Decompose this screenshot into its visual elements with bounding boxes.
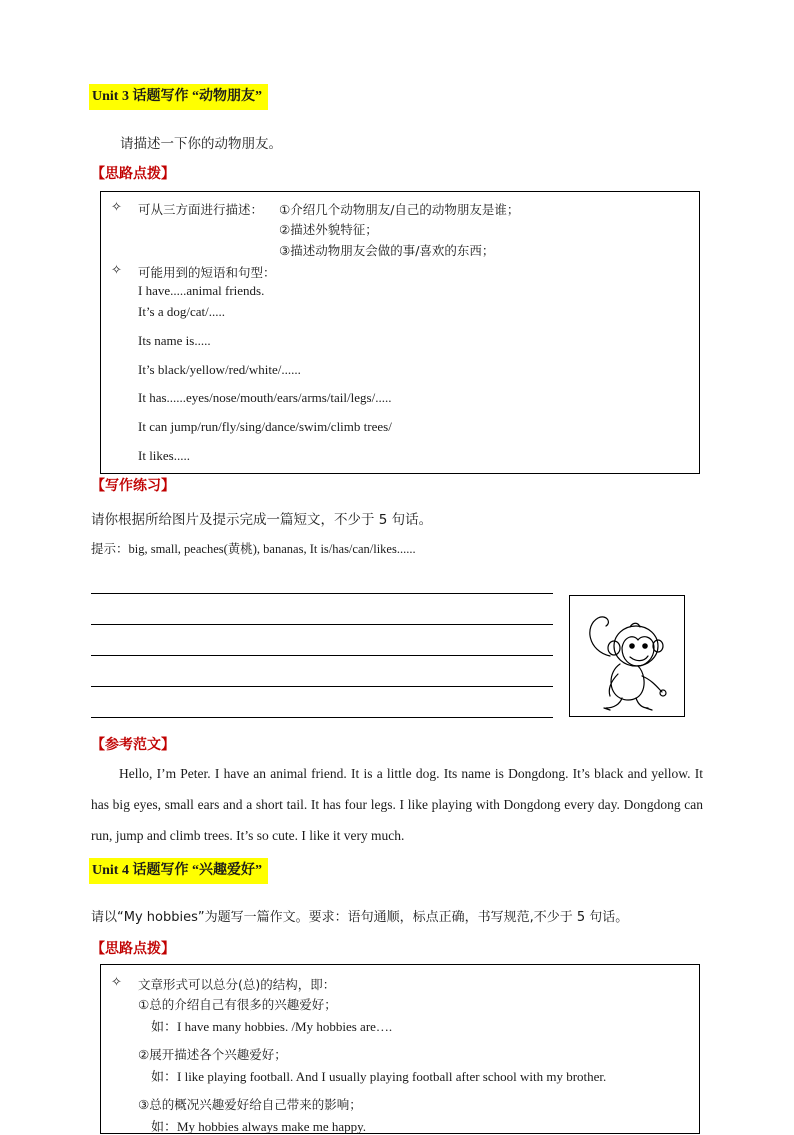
unit4-example: 如：My hobbies always make me happy. — [151, 1119, 367, 1134]
tips-point1-item: ①介绍几个动物朋友/自己的动物朋友是谁； — [279, 202, 520, 217]
diamond-bullet-icon: ✧ — [111, 263, 122, 278]
phrase-line: It likes..... — [138, 448, 190, 463]
writing-line[interactable] — [91, 655, 553, 656]
unit3-practice-heading: 【写作练习】 — [91, 479, 175, 494]
unit3-title: Unit 3 话题写作 “动物朋友” — [89, 84, 268, 110]
unit4-tips-box — [100, 964, 700, 1134]
practice-hint: 提示：big, small, peaches(黄桃), bananas, It is/has/can/likes...... — [91, 542, 416, 556]
phrase-line: It’s a dog/cat/..... — [138, 304, 226, 319]
unit4-example: 如：I have many hobbies. /My hobbies are…. — [151, 1019, 393, 1034]
tips-point2-lead: 可能用到的短语和句型： — [138, 265, 276, 280]
unit4-tips-heading: 【思路点拨】 — [91, 942, 175, 957]
tips-point1-lead: 可从三方面进行描述： — [138, 202, 264, 217]
diamond-bullet-icon: ✧ — [111, 975, 122, 990]
unit4-step: ①总的介绍自己有很多的兴趣爱好； — [138, 997, 337, 1012]
phrase-line: Its name is..... — [138, 333, 211, 348]
practice-instruction: 请你根据所给图片及提示完成一篇短文，不少于 5 句话。 — [91, 512, 433, 528]
unit3-sample-heading: 【参考范文】 — [91, 738, 175, 753]
writing-line[interactable] — [91, 717, 553, 718]
tips-point1-item: ②描述外貌特征； — [279, 222, 378, 237]
phrase-line: It can jump/run/fly/sing/dance/swim/climb trees/ — [138, 419, 392, 434]
unit4-prompt: 请以“My hobbies”为题写一篇作文。要求：语句通顺，标点正确，书写规范,不少于 5 句话。 — [91, 910, 629, 925]
unit4-example: 如：I like playing football. And I usually playing football after school with my brother. — [151, 1069, 607, 1084]
phrase-line: It has......eyes/nose/mouth/ears/arms/tail/legs/..... — [138, 390, 392, 405]
writing-line[interactable] — [91, 686, 553, 687]
monkey-illustration-icon — [570, 596, 684, 716]
phrase-line: I have.....animal friends. — [138, 283, 265, 298]
writing-line[interactable] — [91, 593, 553, 594]
unit4-step: ③总的概况兴趣爱好给自己带来的影响； — [138, 1097, 362, 1112]
monkey-picture-frame — [569, 595, 685, 717]
phrase-line: It’s black/yellow/red/white/...... — [138, 362, 301, 377]
unit3-prompt: 请描述一下你的动物朋友。 — [120, 136, 282, 152]
unit4-step: ②展开描述各个兴趣爱好； — [138, 1047, 287, 1062]
diamond-bullet-icon: ✧ — [111, 200, 122, 215]
writing-line[interactable] — [91, 624, 553, 625]
unit4-title: Unit 4 话题写作 “兴趣爱好” — [89, 858, 268, 884]
unit3-tips-heading: 【思路点拨】 — [91, 167, 175, 182]
sample-essay: Hello, I’m Peter. I have an animal friend. It is a little dog. Its name is Dongdong. It’s black and yellow. It has big eyes, small ears and a short tail. It has four legs. I like playing with Dongdong every day. Dongdong can run, jump and climb trees. It’s so cute. I like it very much. — [91, 766, 703, 843]
unit4-tips-lead: 文章形式可以总分(总)的结构，即： — [138, 977, 336, 992]
tips-point1-item: ③描述动物朋友会做的事/喜欢的东西； — [279, 243, 495, 258]
unit3-tips-box — [100, 191, 700, 474]
